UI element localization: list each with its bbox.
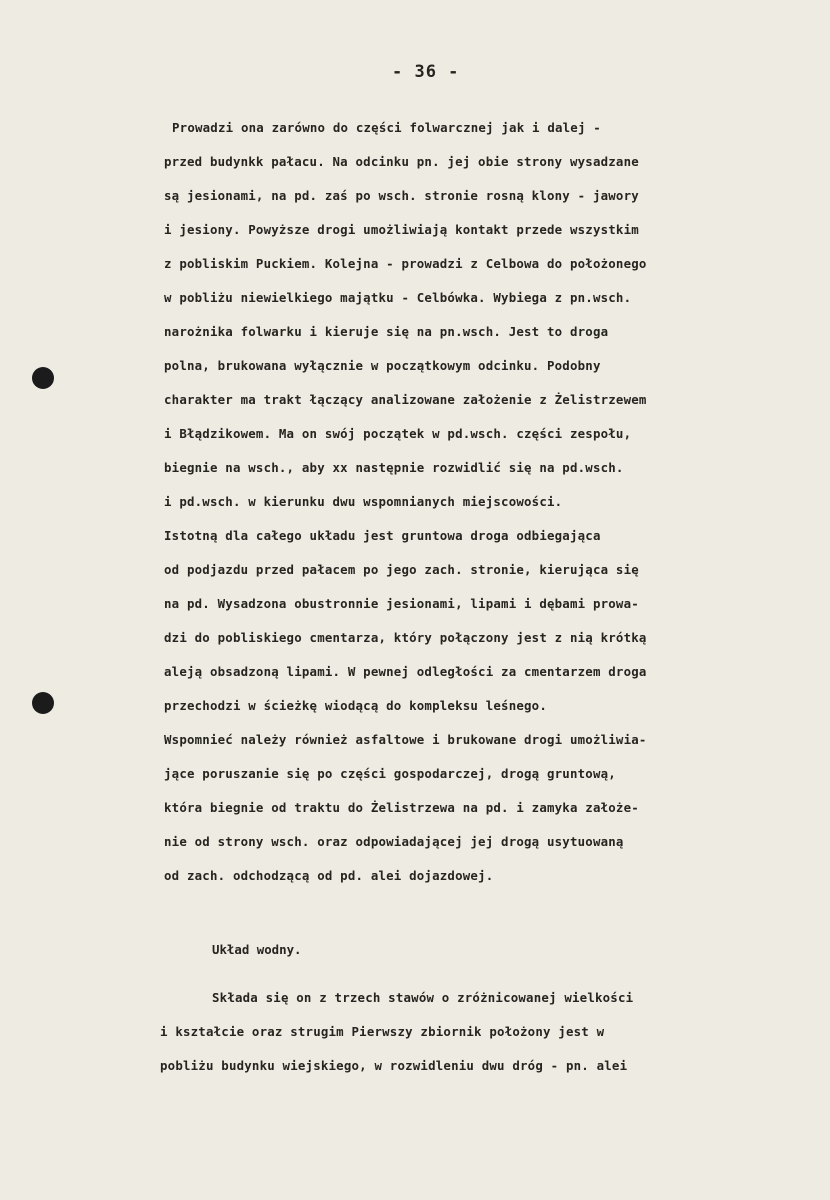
text-line: Wspomnieć należy również asfaltowe i brukowane drogi umożliwia-: [164, 732, 647, 747]
text-line: jące poruszanie się po części gospodarczej, drogą gruntową,: [164, 766, 616, 781]
text-line: w pobliżu niewielkiego majątku - Celbówka. Wybiega z pn.wsch.: [164, 290, 632, 305]
punch-hole: [32, 367, 54, 389]
text-line: i jesiony. Powyższe drogi umożliwiają kontakt przede wszystkim: [164, 222, 639, 237]
text-line: nie od strony wsch. oraz odpowiadającej jej drogą usytuowaną: [164, 834, 624, 849]
page-number: - 36 -: [392, 62, 460, 82]
text-line: przechodzi w ścieżkę wiodącą do kompleksu leśnego.: [164, 698, 547, 713]
text-line: przed budynkk pałacu. Na odcinku pn. jej obie strony wysadzane: [164, 154, 639, 169]
text-line: i Błądzikowem. Ma on swój początek w pd.wsch. części zespołu,: [164, 426, 632, 441]
text-line: Istotną dla całego układu jest gruntowa droga odbiegająca: [164, 528, 601, 543]
text-line: są jesionami, na pd. zaś po wsch. stronie rosną klony - jawory: [164, 188, 639, 203]
text-line: dzi do pobliskiego cmentarza, który połączony jest z nią krótką: [164, 630, 647, 645]
text-line: Prowadzi ona zarówno do części folwarcznej jak i dalej -: [172, 120, 601, 135]
text-line: od podjazdu przed pałacem po jego zach. stronie, kierująca się: [164, 562, 639, 577]
text-line: która biegnie od traktu do Żelistrzewa na pd. i zamyka założe-: [164, 800, 639, 815]
text-line: aleją obsadzoną lipami. W pewnej odległości za cmentarzem droga: [164, 664, 647, 679]
text-line: i kształcie oraz strugim Pierwszy zbiornik położony jest w: [160, 1024, 605, 1039]
text-line: biegnie na wsch., aby xx następnie rozwidlić się na pd.wsch.: [164, 460, 624, 475]
section-heading: Układ wodny.: [212, 942, 302, 957]
text-line: od zach. odchodzącą od pd. alei dojazdowej.: [164, 868, 494, 883]
text-line: i pd.wsch. w kierunku dwu wspomnianych miejscowości.: [164, 494, 563, 509]
text-line: narożnika folwarku i kieruje się na pn.wsch. Jest to droga: [164, 324, 609, 339]
text-line: Składa się on z trzech stawów o zróżnicowanej wielkości: [212, 990, 634, 1005]
punch-hole: [32, 692, 54, 714]
text-line: pobliżu budynku wiejskiego, w rozwidleniu dwu dróg - pn. alei: [160, 1058, 628, 1073]
text-line: polna, brukowana wyłącznie w początkowym odcinku. Podobny: [164, 358, 601, 373]
text-line: charakter ma trakt łączący analizowane założenie z Żelistrzewem: [164, 392, 647, 407]
text-line: z pobliskim Puckiem. Kolejna - prowadzi z Celbowa do położonego: [164, 256, 647, 271]
text-line: na pd. Wysadzona obustronnie jesionami, lipami i dębami prowa-: [164, 596, 639, 611]
